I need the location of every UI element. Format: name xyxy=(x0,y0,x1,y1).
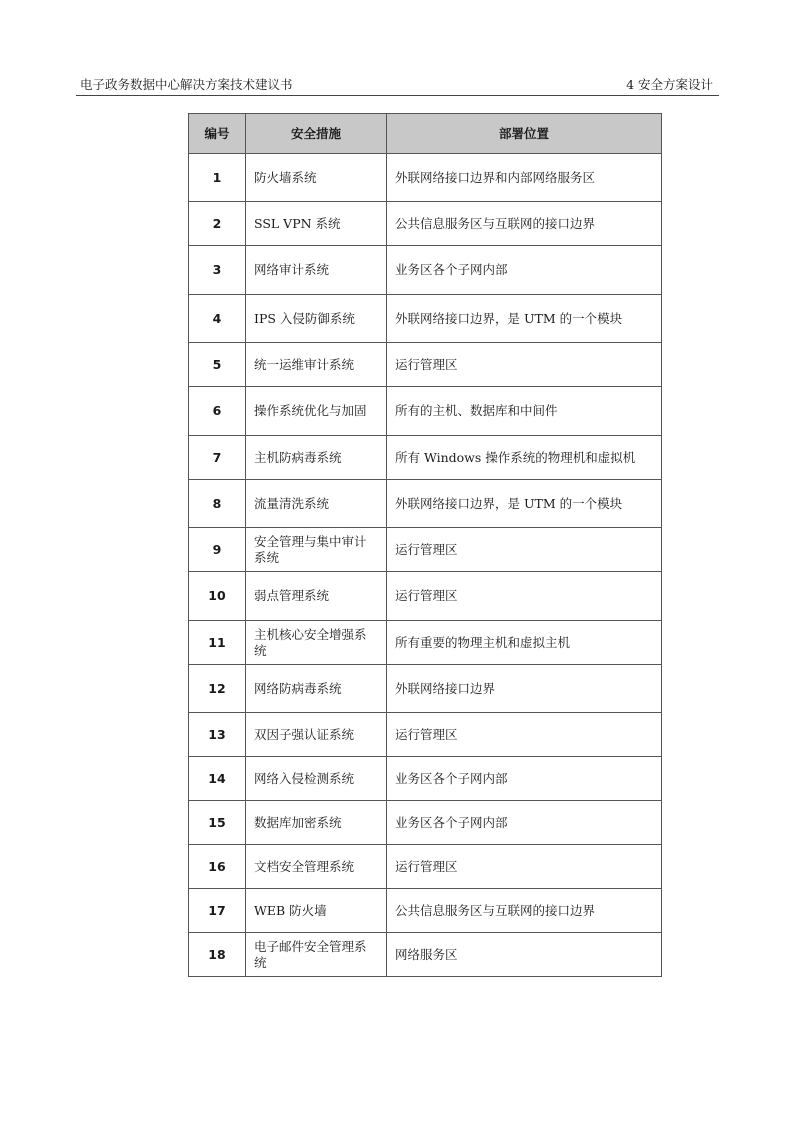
row-measure: 操作系统优化与加固 xyxy=(246,387,387,436)
row-location: 外联网络接口边界，是 UTM 的一个模块 xyxy=(387,480,662,528)
table-body xyxy=(189,154,662,977)
row-location: 网络服务区 xyxy=(387,933,662,977)
row-location: 业务区各个子网内部 xyxy=(387,246,662,295)
row-measure: 数据库加密系统 xyxy=(246,801,387,845)
row-number: 15 xyxy=(189,801,246,845)
row-number: 13 xyxy=(189,713,246,757)
column-header-location: 部署位置 xyxy=(387,114,662,154)
row-measure: 电子邮件安全管理系统 xyxy=(246,933,387,977)
column-header-measure: 安全措施 xyxy=(246,114,387,154)
row-number: 14 xyxy=(189,757,246,801)
row-location: 所有重要的物理主机和虚拟主机 xyxy=(387,621,662,665)
row-location: 公共信息服务区与互联网的接口边界 xyxy=(387,889,662,933)
row-location: 运行管理区 xyxy=(387,572,662,621)
table-row xyxy=(189,387,662,436)
row-number: 2 xyxy=(189,202,246,246)
row-location: 运行管理区 xyxy=(387,845,662,889)
row-location: 公共信息服务区与互联网的接口边界 xyxy=(387,202,662,246)
row-measure: WEB 防火墙 xyxy=(246,889,387,933)
row-measure: 安全管理与集中审计系统 xyxy=(246,528,387,572)
table-row xyxy=(189,572,662,621)
column-header-number: 编号 xyxy=(189,114,246,154)
row-location: 运行管理区 xyxy=(387,528,662,572)
row-number: 10 xyxy=(189,572,246,621)
table-row xyxy=(189,480,662,528)
table-row xyxy=(189,528,662,572)
row-number: 1 xyxy=(189,154,246,202)
row-location: 运行管理区 xyxy=(387,343,662,387)
row-number: 16 xyxy=(189,845,246,889)
document-title: 电子政务数据中心解决方案技术建议书 xyxy=(80,77,293,92)
row-location: 外联网络接口边界 xyxy=(387,665,662,713)
row-number: 7 xyxy=(189,436,246,480)
row-measure: IPS 入侵防御系统 xyxy=(246,295,387,343)
row-location: 业务区各个子网内部 xyxy=(387,801,662,845)
row-measure: 统一运维审计系统 xyxy=(246,343,387,387)
row-number: 17 xyxy=(189,889,246,933)
row-measure: 网络入侵检测系统 xyxy=(246,757,387,801)
table-row xyxy=(189,154,662,202)
row-measure: 网络审计系统 xyxy=(246,246,387,295)
table-row xyxy=(189,713,662,757)
row-location: 外联网络接口边界和内部网络服务区 xyxy=(387,154,662,202)
table-header-row xyxy=(189,114,662,154)
table-row xyxy=(189,933,662,977)
row-measure: 弱点管理系统 xyxy=(246,572,387,621)
row-measure: 主机防病毒系统 xyxy=(246,436,387,480)
row-measure: 流量清洗系统 xyxy=(246,480,387,528)
row-number: 12 xyxy=(189,665,246,713)
row-measure: 文档安全管理系统 xyxy=(246,845,387,889)
row-measure: 防火墙系统 xyxy=(246,154,387,202)
row-measure: 双因子强认证系统 xyxy=(246,713,387,757)
row-number: 6 xyxy=(189,387,246,436)
table-row xyxy=(189,436,662,480)
table-row xyxy=(189,665,662,713)
security-measures-table xyxy=(188,113,662,977)
row-number: 5 xyxy=(189,343,246,387)
table-row xyxy=(189,295,662,343)
page-header xyxy=(76,78,719,96)
row-measure: SSL VPN 系统 xyxy=(246,202,387,246)
table-row xyxy=(189,202,662,246)
row-location: 运行管理区 xyxy=(387,713,662,757)
row-location: 业务区各个子网内部 xyxy=(387,757,662,801)
row-number: 9 xyxy=(189,528,246,572)
chapter-title: 4 安全方案设计 xyxy=(626,77,713,92)
table-row xyxy=(189,801,662,845)
table-row xyxy=(189,757,662,801)
row-number: 4 xyxy=(189,295,246,343)
row-number: 8 xyxy=(189,480,246,528)
row-measure: 主机核心安全增强系统 xyxy=(246,621,387,665)
row-number: 11 xyxy=(189,621,246,665)
row-measure: 网络防病毒系统 xyxy=(246,665,387,713)
table-row xyxy=(189,889,662,933)
row-number: 18 xyxy=(189,933,246,977)
row-location: 所有的主机、数据库和中间件 xyxy=(387,387,662,436)
table-row xyxy=(189,246,662,295)
row-location: 所有 Windows 操作系统的物理机和虚拟机 xyxy=(387,436,662,480)
row-location: 外联网络接口边界，是 UTM 的一个模块 xyxy=(387,295,662,343)
table-row xyxy=(189,621,662,665)
row-number: 3 xyxy=(189,246,246,295)
table-row xyxy=(189,343,662,387)
table-row xyxy=(189,845,662,889)
